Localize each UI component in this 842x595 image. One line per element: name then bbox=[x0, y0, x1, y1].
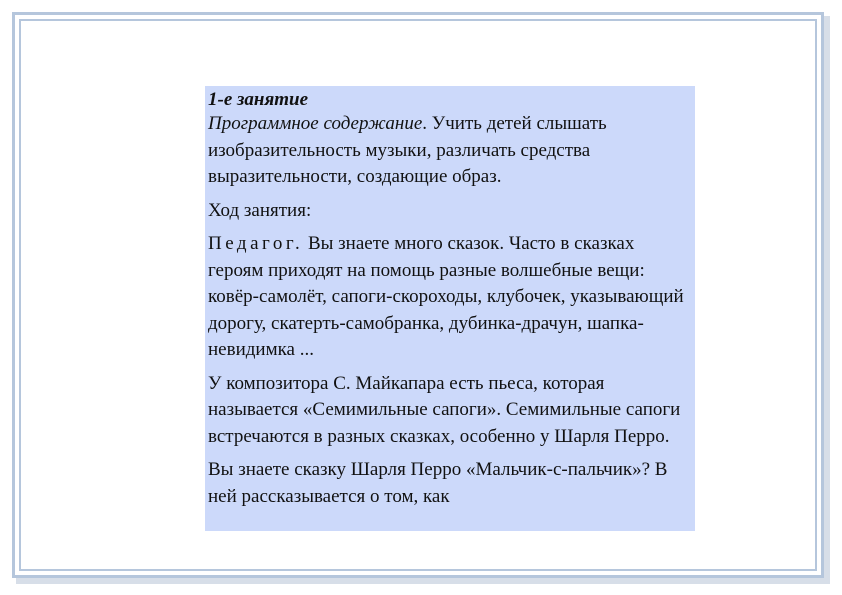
story-paragraph: Вы знаете сказку Шарля Перро «Мальчик-с-пальчик»? В ней рассказывается о том, как bbox=[208, 459, 668, 507]
lesson-flow-heading: Ход занятия: bbox=[208, 199, 312, 221]
composer-paragraph: У композитора С. Майкапара есть пьеса, которая называется «Семимильные сапоги». Семимильные сапоги встречаются в разных сказках, особенно у Шарля Перро. bbox=[208, 372, 681, 447]
frame-shadow-right bbox=[824, 16, 830, 582]
lesson-text-box bbox=[205, 86, 695, 531]
frame-shadow-bottom bbox=[16, 578, 830, 584]
program-content-label: Программное содержание bbox=[208, 113, 423, 134]
teacher-label: Педагог. bbox=[208, 233, 304, 254]
program-content-text: . Учить детей слышать изобразительность музыки, различать средства выразительности, создающие образ. bbox=[208, 113, 607, 187]
teacher-text: Вы знаете много сказок. Часто в сказках героям приходят на помощь разные волшебные вещи: ковёр-самолёт, сапоги-скороходы, клубочек, указывающий дорогу, скатерть-самобранка, дубинка-драчун, шапка-невидимка ... bbox=[208, 233, 684, 360]
program-content-paragraph bbox=[208, 111, 693, 191]
teacher-paragraph bbox=[208, 231, 693, 364]
lesson-title: 1-е занятие bbox=[208, 89, 309, 110]
